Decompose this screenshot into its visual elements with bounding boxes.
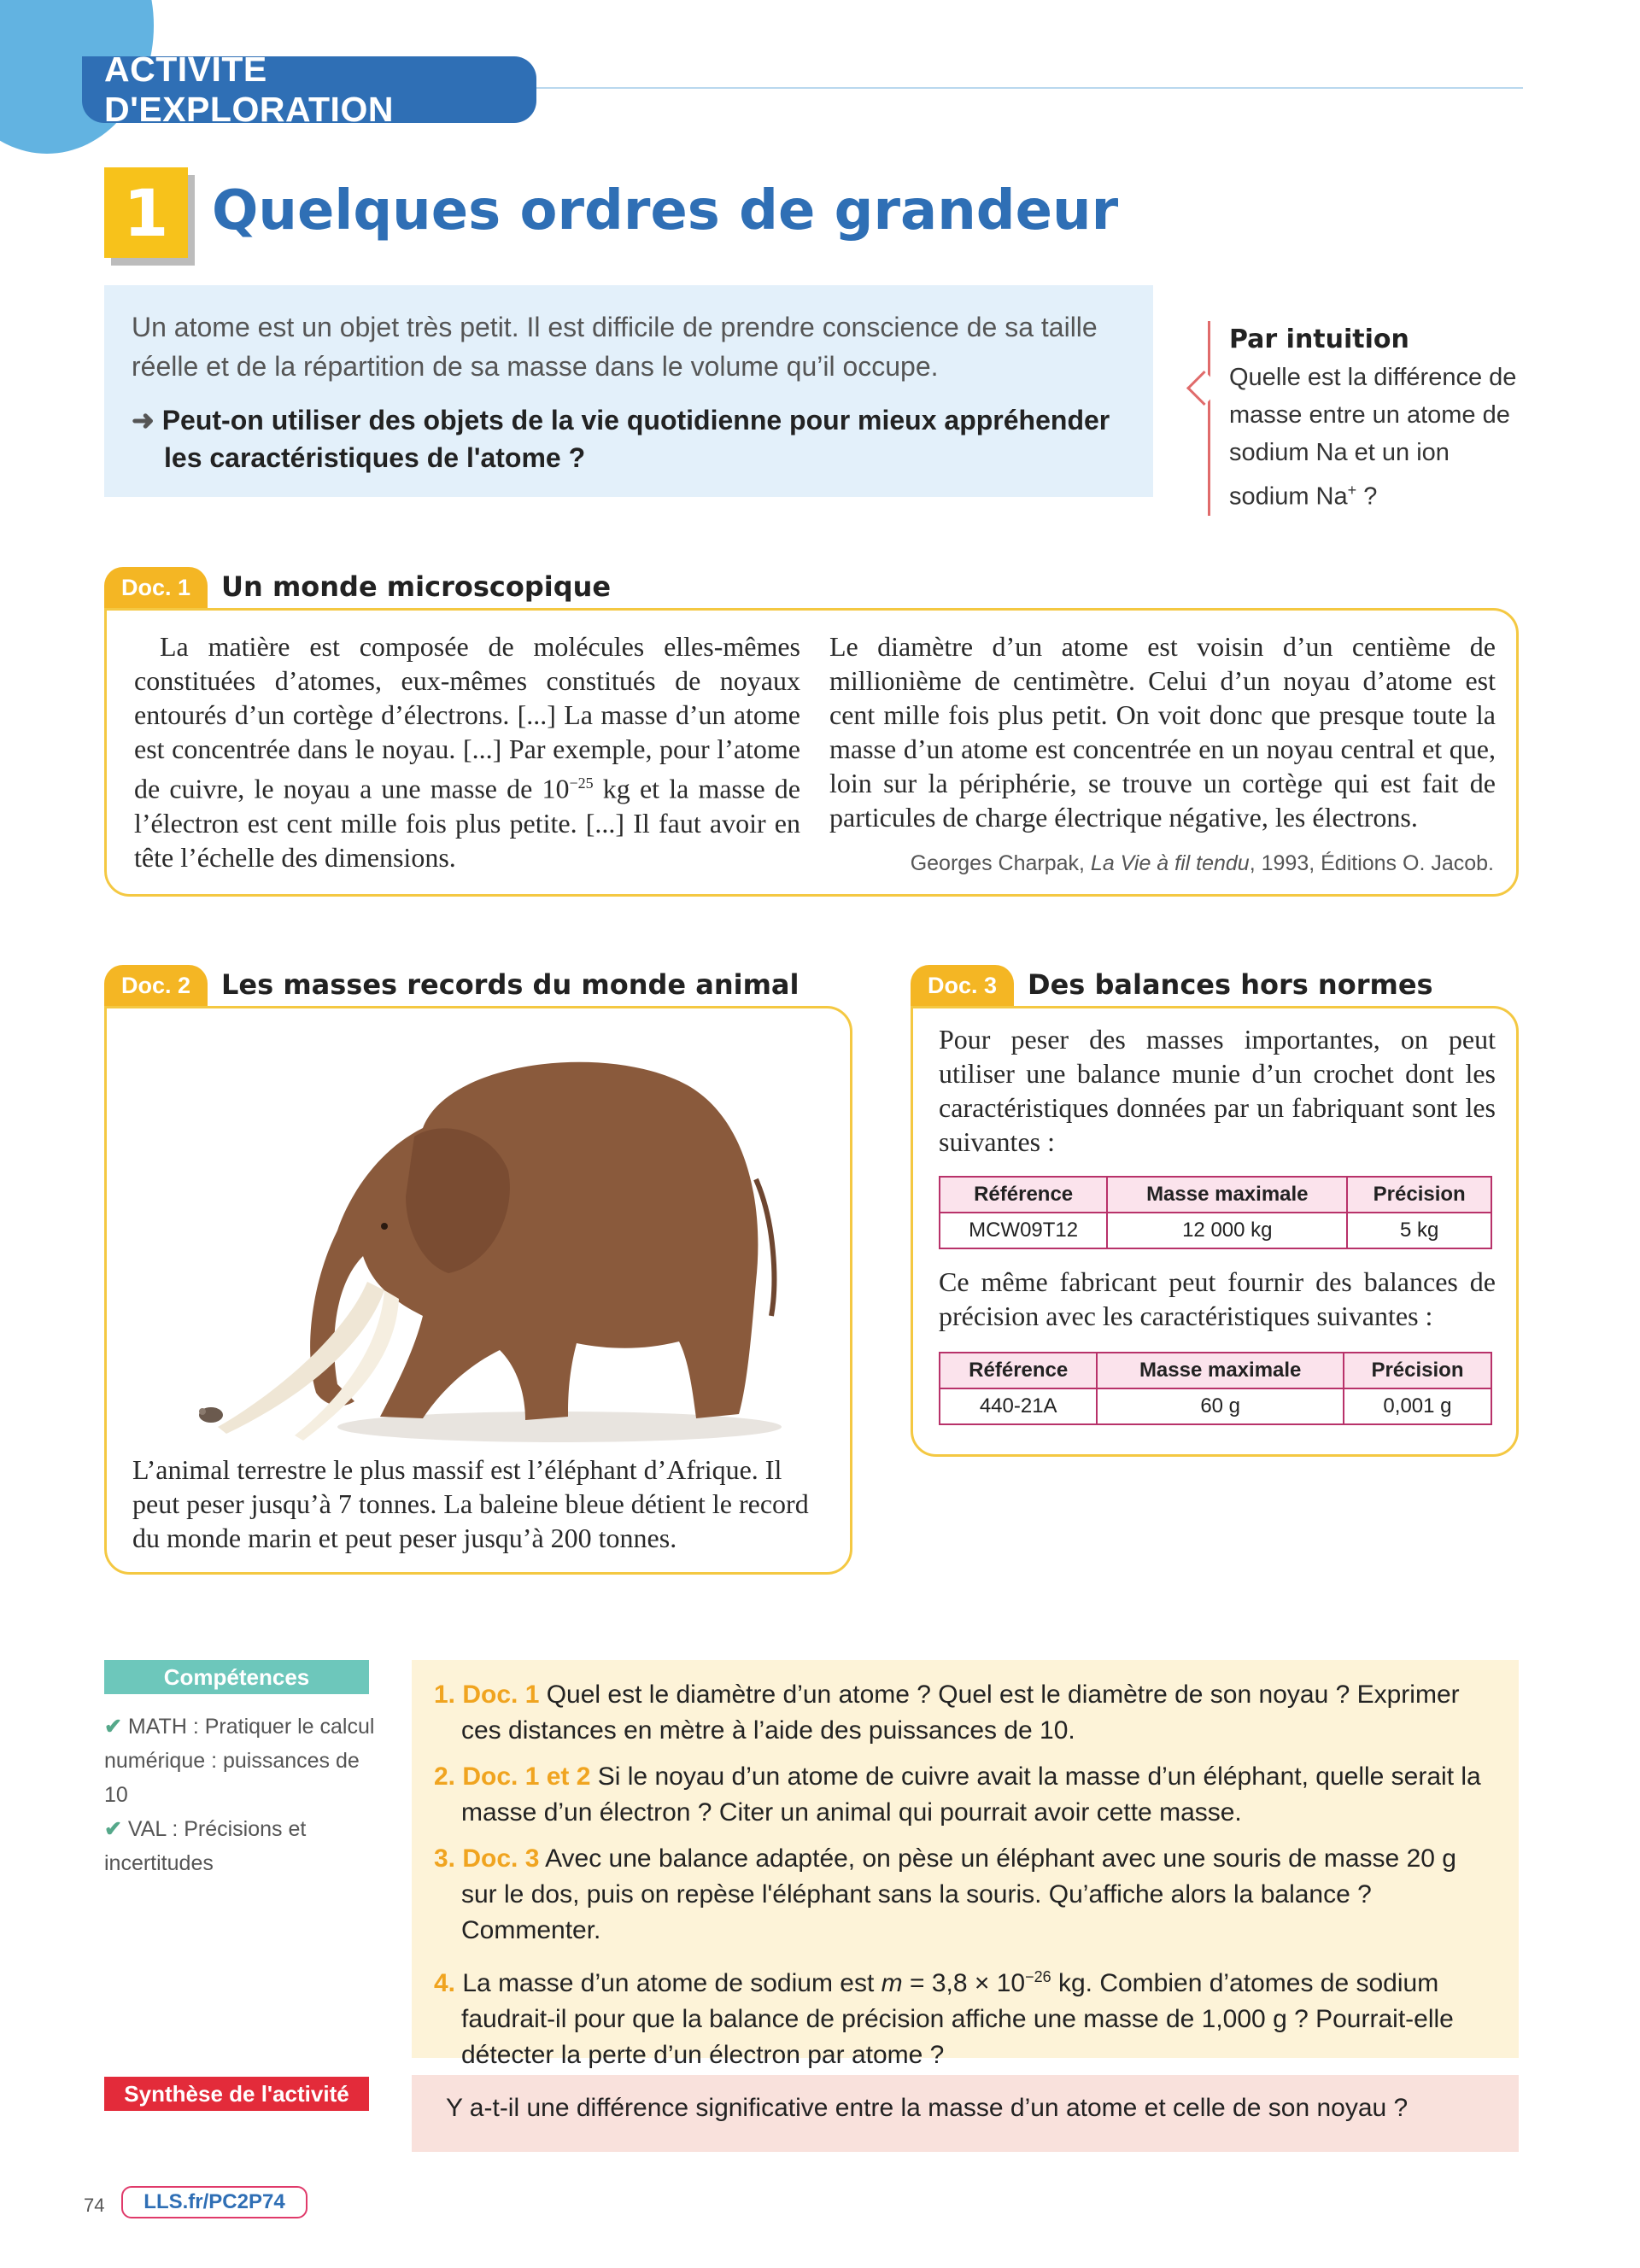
table-header-row (940, 1353, 1491, 1388)
header-reference: Référence (940, 1177, 1107, 1213)
doc3-title: Des balances hors normes (1028, 968, 1433, 1001)
question-1 (434, 1677, 1498, 1749)
intro-question (132, 401, 1126, 476)
doc3-tag: Doc. 3 (911, 965, 1014, 1006)
doc1-source (911, 851, 1494, 876)
intro-question-text: Peut-on utiliser des objets de la vie quotidienne pour mieux appréhender les caractéristiques de l'atome ? (161, 405, 1110, 473)
doc2-box (104, 1006, 852, 1575)
intuition-text (1229, 359, 1520, 516)
source-book: La Vie à fil tendu (1090, 851, 1250, 875)
intuition-end: ? (1356, 482, 1378, 511)
question-3 (434, 1841, 1498, 1949)
doc3-header (911, 965, 1433, 1006)
table-row (940, 1388, 1491, 1424)
competences-list (104, 1710, 386, 1880)
question-text: kg. Combien d’atomes de sodium faudrait-il pour que la balance de précision affiche une masse de 1,000 g ? Pourrait-elle détecter la perte d’un électron par atome ? (461, 1969, 1454, 2069)
elephant-image (167, 1026, 816, 1453)
question-text: = 3,8 × 10 (902, 1969, 1026, 1997)
chevron-left-icon (1186, 371, 1221, 406)
question-number: 1. Doc. 1 (434, 1681, 540, 1709)
cell-precision: 0,001 g (1344, 1388, 1491, 1424)
doc2-title: Les masses records du monde animal (221, 968, 800, 1001)
ion-charge: + (1347, 482, 1357, 499)
doc2-tag: Doc. 2 (104, 965, 208, 1006)
cell-reference: MCW09T12 (940, 1213, 1107, 1248)
competences-heading: Compétences (104, 1660, 369, 1694)
intuition-title: Par intuition (1229, 324, 1409, 354)
doc1-tag: Doc. 1 (104, 567, 208, 608)
cell-max-mass: 12 000 kg (1107, 1213, 1347, 1248)
doc1-column-2: Le diamètre d’un atome est voisin d’un centième de millionième de centimètre. Celui d’un noyau d’atome est cent mille fois plus petit. On voit donc que presque toute la masse d’un atome est concentrée en un noyau central et que, loin sur la périphérie, se trouve un cortège qui est fait de particules de charge électrique négative, les électrons. (829, 631, 1496, 833)
intuition-question: Quelle est la différence de masse entre un atome de sodium Na et un ion sodium Na (1229, 364, 1517, 511)
activity-number: 1 (104, 167, 188, 258)
question-number: 3. Doc. 3 (434, 1844, 540, 1873)
source-details: , 1993, Éditions O. Jacob. (1249, 851, 1494, 875)
table-row (940, 1213, 1491, 1248)
question-number: 4. (434, 1969, 456, 1997)
question-text: Quel est le diamètre d’un atome ? Quel est le diamètre de son noyau ? Exprimer ces distances en mètre à l’aide des puissances de 10. (461, 1681, 1460, 1745)
header-max-mass: Masse maximale (1097, 1353, 1344, 1388)
doc3-text-2: Ce même fabricant peut fournir des balances de précision avec les caractéristiques suivantes : (939, 1266, 1496, 1331)
doc1-col1-part-b: kg et la masse de l’électron est cent mille fois plus petite. [...] Il faut avoir en tête l’échelle des dimensions. (134, 773, 801, 873)
table-header-row (940, 1177, 1491, 1213)
doc1-box (104, 608, 1519, 897)
competence-text: VAL : Précisions et incertitudes (104, 1817, 307, 1875)
page-title: Quelques ordres de grandeur (212, 179, 1119, 243)
question-4 (434, 1959, 1498, 2073)
cell-precision: 5 kg (1347, 1213, 1491, 1248)
synthese-heading: Synthèse de l'activité (104, 2077, 369, 2111)
question-2 (434, 1759, 1498, 1831)
doc1-column-1 (134, 629, 800, 874)
header-precision: Précision (1344, 1353, 1491, 1388)
mass-variable: m (881, 1969, 903, 1997)
doc3-text-1: Pour peser des masses importantes, on peut utiliser une balance munie d’un crochet dont les caractéristiques données par un fabriquant sont les suivantes : (939, 1024, 1496, 1157)
intro-box (104, 285, 1153, 497)
exponent: −26 (1025, 1968, 1051, 1985)
spec-table-1 (939, 1176, 1492, 1249)
doc2-text: L’animal terrestre le plus massif est l’éléphant d’Afrique. Il peut peser jusqu’à 7 tonnes. La baleine bleue détient le record du monde marin et peut peser jusqu’à 200 tonnes. (132, 1454, 809, 1553)
competence-item (104, 1710, 386, 1812)
competence-text: MATH : Pratiquer le calcul numérique : puissances de 10 (104, 1715, 375, 1807)
header-precision: Précision (1347, 1177, 1491, 1213)
spec-table-2 (939, 1352, 1492, 1425)
question-text: Avec une balance adaptée, on pèse un éléphant avec une souris de masse 20 g sur le dos, puis on repèse l'éléphant sans la souris. Qu’affiche alors la balance ? Commenter. (461, 1844, 1456, 1944)
intro-text: Un atome est un objet très petit. Il est difficile de prendre conscience de sa taille réelle et de la répartition de sa masse dans le volume qu’il occupe. (132, 312, 1098, 382)
page-number: 74 (84, 2195, 105, 2216)
synthese-question: Y a-t-il une différence significative entre la masse d’un atome et celle de son noyau ? (412, 2075, 1519, 2152)
doc1-exponent: −25 (569, 775, 594, 792)
cell-max-mass: 60 g (1097, 1388, 1344, 1424)
doc2-header (104, 965, 799, 1006)
question-number: 2. Doc. 1 et 2 (434, 1762, 591, 1791)
source-author: Georges Charpak, (910, 851, 1091, 875)
cell-reference: 440-21A (940, 1388, 1097, 1424)
header-rule (536, 87, 1523, 89)
questions-box (412, 1660, 1519, 2069)
question-text: La masse d’un atome de sodium est (455, 1969, 882, 1997)
check-icon: ✔ (104, 1817, 122, 1841)
doc1-title: Un monde microscopique (221, 570, 612, 603)
intuition-box (1208, 321, 1520, 516)
doc1-col1-part-a: La matière est composée de molécules elles-mêmes constituées d’atomes, eux-mêmes constitués de noyaux entourés d’un cortège d’électrons. [...] La masse d’un atome est concentrée dans le noyau. [...] Par exemple, pour l’atome de cuivre, le noyau a une masse de 10 (134, 631, 800, 804)
header-reference: Référence (940, 1353, 1097, 1388)
competence-item (104, 1812, 386, 1880)
doc1-header (104, 567, 611, 608)
check-icon: ✔ (104, 1715, 122, 1739)
doc3-box (911, 1006, 1519, 1457)
header-max-mass: Masse maximale (1107, 1177, 1347, 1213)
arrow-right-icon: ➜ (132, 405, 155, 435)
question-text: Si le noyau d’un atome de cuivre avait la masse d’un éléphant, quelle serait la masse d’un électron ? Citer un animal qui pourrait avoir cette masse. (461, 1762, 1481, 1827)
activity-type-label: ACTIVITÉ D'EXPLORATION (82, 56, 536, 123)
lls-link[interactable]: LLS.fr/PC2P74 (121, 2186, 308, 2218)
